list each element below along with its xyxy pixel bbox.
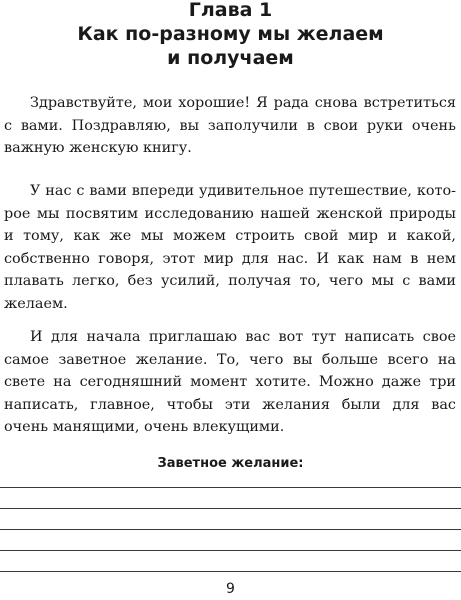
paragraph-line: У нас с вами впереди удивительное путешествие, кото-	[30, 183, 456, 199]
paragraph-line: свете на сегодняшний момент хотите. Можно даже три	[4, 374, 456, 391]
wish-writing-line[interactable]	[0, 550, 461, 551]
chapter-title-line-1: Как по-разному мы желаем	[77, 23, 384, 45]
paragraph-journey	[4, 180, 456, 316]
page-number: 9	[226, 581, 235, 597]
paragraph-line: Здравствуйте, мои хорошие! Я рада снова встретиться	[30, 95, 456, 111]
paragraph-line: написать, главное, чтобы эти желания были для вас	[4, 396, 456, 413]
wish-writing-line[interactable]	[0, 508, 461, 509]
paragraph-invitation	[4, 326, 456, 439]
paragraph-line: и тому, как же мы можем строить свой мир и какой,	[4, 228, 456, 245]
chapter-heading	[0, 0, 461, 70]
wish-writing-line[interactable]	[0, 571, 461, 572]
wish-writing-line[interactable]	[0, 487, 461, 488]
paragraph-line: плавать легко, без усилий, получая то, чего мы с вами	[4, 273, 456, 290]
paragraph-line: очень манящими, очень влекущими.	[4, 419, 285, 436]
paragraph-line: И для начала приглашаю вас вот тут написать свое	[30, 329, 456, 345]
paragraph-line: желаем.	[4, 295, 68, 312]
chapter-title-line-2: и получаем	[167, 47, 294, 69]
paragraph-line: собственно говоря, этот мир для нас. И как нам в нем	[4, 250, 456, 267]
paragraph-line: важную женскую книгу.	[4, 140, 192, 157]
wish-label: Заветное желание:	[157, 456, 304, 471]
wish-writing-line[interactable]	[0, 529, 461, 530]
paragraph-line: рое мы посвятим исследованию нашей женской природы	[4, 205, 456, 222]
paragraph-greeting	[4, 92, 456, 160]
paragraph-line: с вами. Поздравляю, вы заполучили в свои руки очень	[4, 117, 456, 134]
paragraph-line: самое заветное желание. То, чего вы больше всего на	[4, 351, 456, 368]
chapter-label: Глава 1	[188, 0, 273, 21]
